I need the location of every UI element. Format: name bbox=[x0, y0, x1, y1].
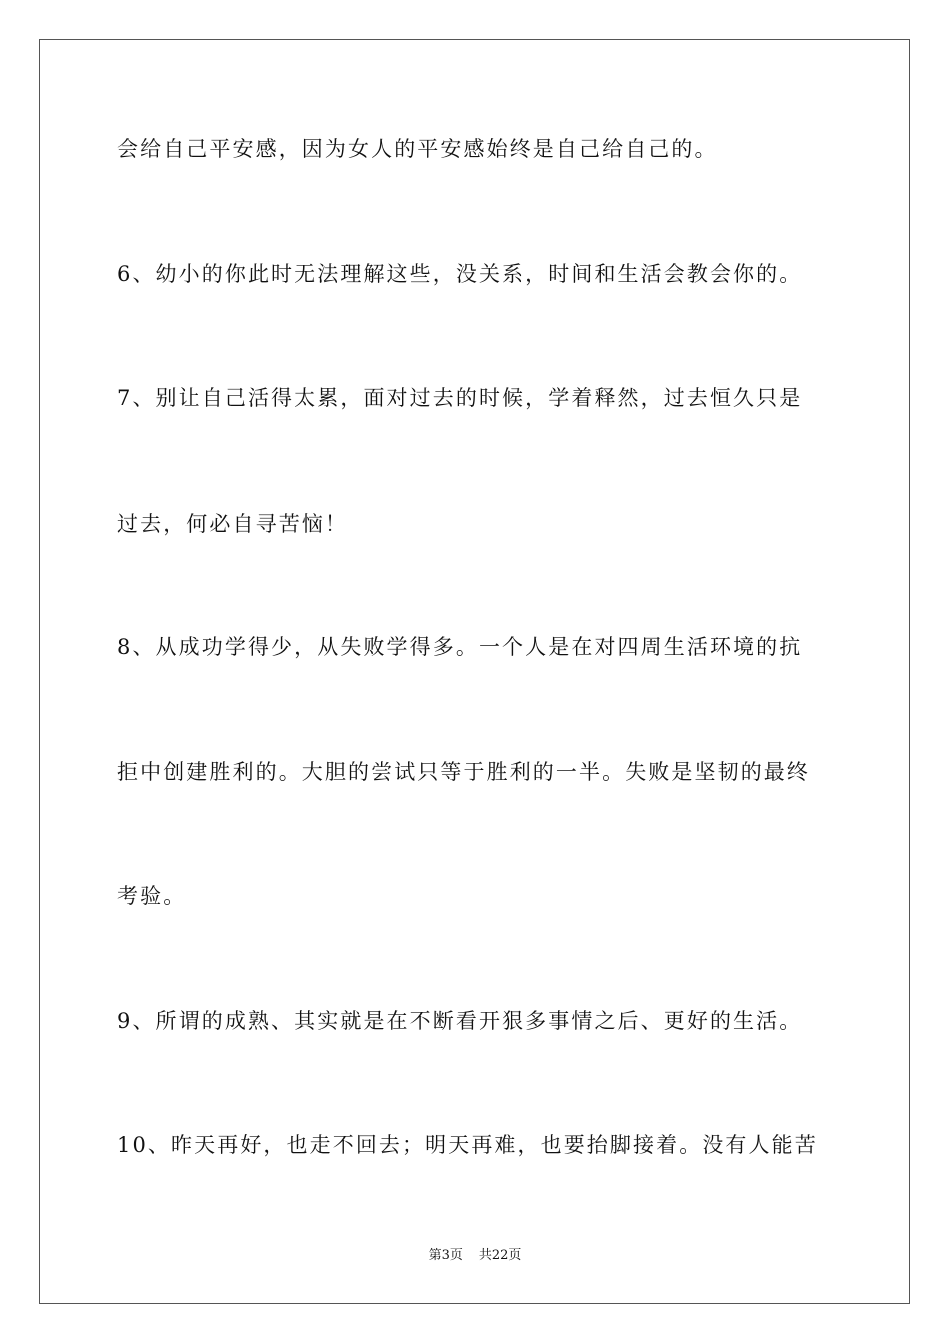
text-line-1: 会给自己平安感，因为女人的平安感始终是自己给自己的。 bbox=[117, 137, 718, 161]
page-border bbox=[39, 39, 910, 1304]
text-line-2: 6、幼小的你此时无法理解这些，没关系，时间和生活会教会你的。 bbox=[117, 262, 803, 286]
text-line-3: 7、别让自己活得太累，面对过去的时候，学着释然，过去恒久只是 bbox=[117, 386, 803, 410]
text-line-5: 8、从成功学得少，从失败学得多。一个人是在对四周生活环境的抗 bbox=[117, 635, 803, 659]
text-line-9: 10、昨天再好，也走不回去；明天再难，也要抬脚接着。没有人能苦 bbox=[117, 1133, 818, 1157]
text-line-7: 考验。 bbox=[117, 884, 187, 908]
text-line-4: 过去，何必自寻苦恼！ bbox=[117, 512, 348, 536]
page-number: 第3页 bbox=[428, 1248, 463, 1263]
page-footer bbox=[0, 1248, 950, 1264]
page-total: 共22页 bbox=[478, 1248, 522, 1263]
text-line-6: 拒中创建胜利的。大胆的尝试只等于胜利的一半。失败是坚韧的最终 bbox=[117, 760, 810, 784]
text-line-8: 9、所谓的成熟、其实就是在不断看开狠多事情之后、更好的生活。 bbox=[117, 1009, 803, 1033]
